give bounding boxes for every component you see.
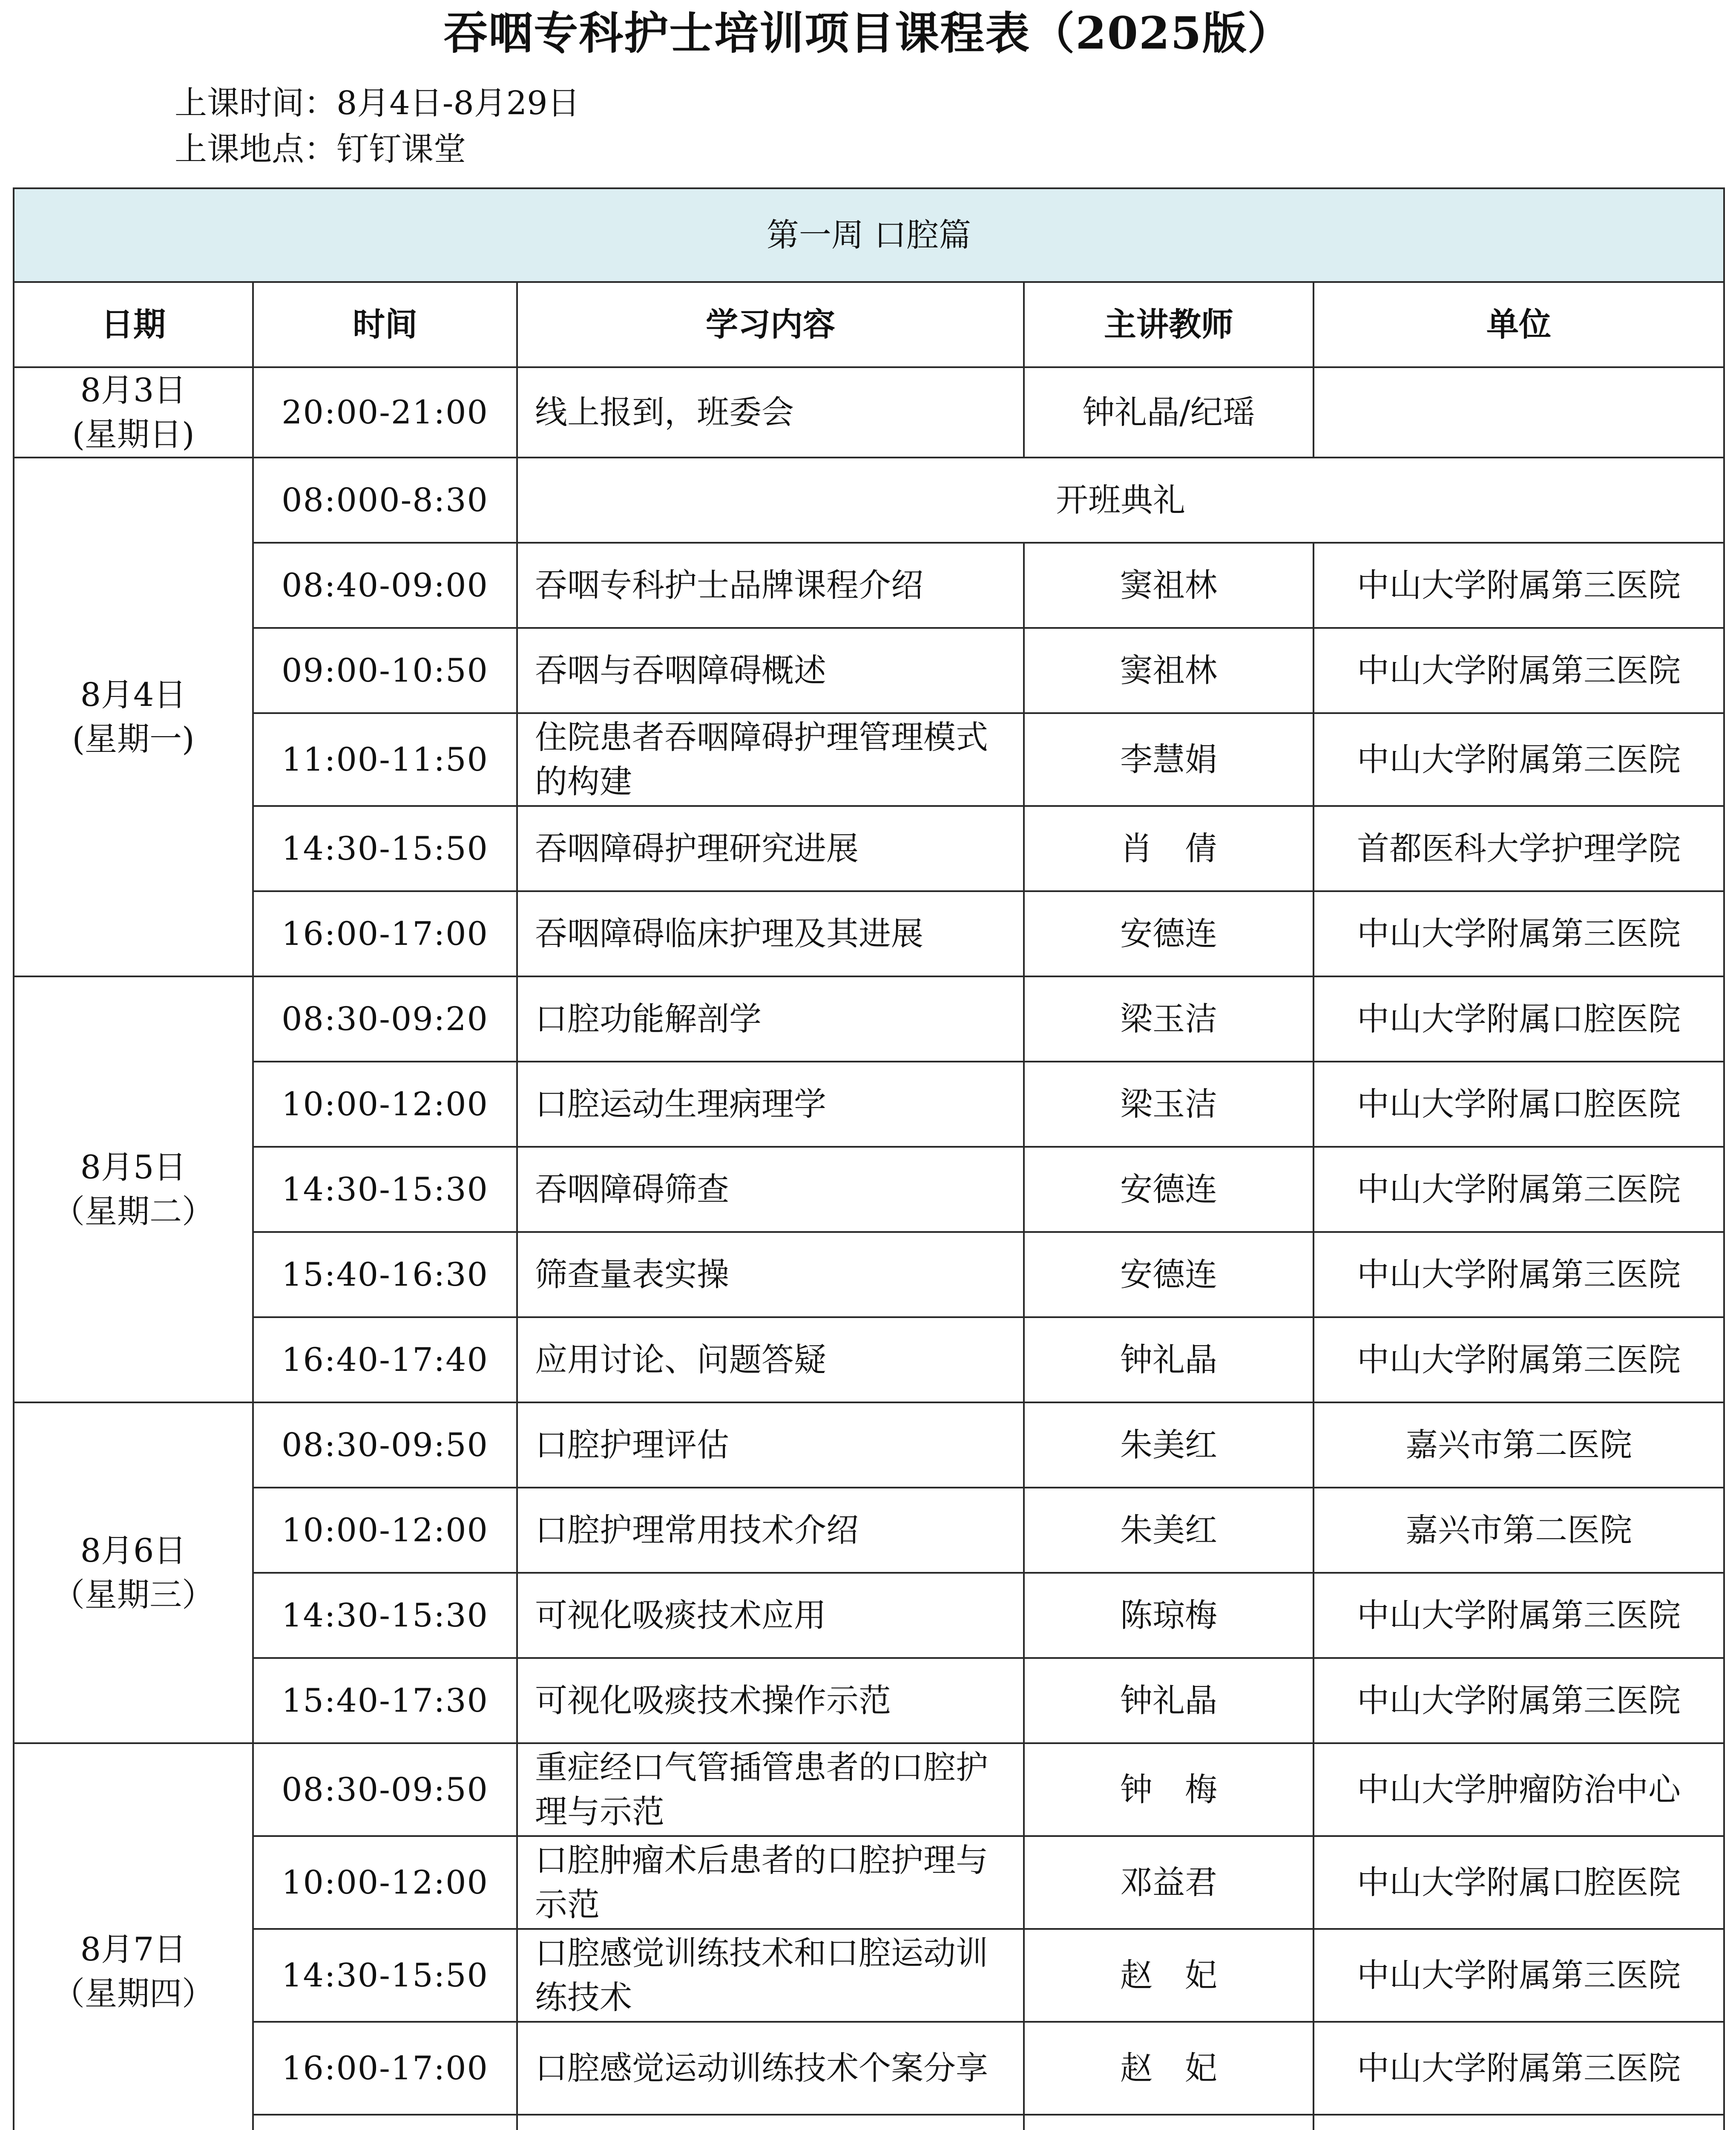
table-row — [14, 2115, 1724, 2130]
unit-cell: 中山大学附属第三医院 — [1313, 628, 1724, 713]
teacher-cell: 肖 倩 — [1024, 806, 1313, 891]
unit-cell: 中山大学附属第三医院 — [1313, 891, 1724, 976]
date-label: 8月6日 — [80, 1531, 187, 1569]
column-header-unit: 单位 — [1313, 282, 1724, 367]
teacher-cell: 钟礼晶/纪瑶 — [1024, 367, 1313, 458]
table-row — [14, 458, 1724, 543]
date-cell — [14, 458, 253, 976]
teacher-cell: 安德连 — [1024, 1147, 1313, 1232]
column-header-time: 时间 — [253, 282, 517, 367]
unit-cell: 中山大学附属第三医院 — [1313, 1573, 1724, 1658]
content-cell: 口腔功能解剖学 — [517, 976, 1024, 1062]
teacher-cell: 钟 梅 — [1024, 1743, 1313, 1836]
column-header-row — [14, 282, 1724, 367]
unit-cell: 中山大学附属第三医院 — [1313, 713, 1724, 806]
time-cell: 16:40-17:40 — [253, 1317, 517, 1402]
content-cell: 可视化吸痰技术操作示范 — [517, 1658, 1024, 1743]
teacher-cell: 梁玉洁 — [1024, 976, 1313, 1062]
table-row — [14, 713, 1724, 806]
content-cell: 应用讨论、问题答疑 — [517, 1317, 1024, 1402]
table-row — [14, 1317, 1724, 1402]
content-cell — [517, 2115, 1024, 2130]
column-header-date: 日期 — [14, 282, 253, 367]
date-cell — [14, 1743, 253, 2130]
table-row — [14, 543, 1724, 628]
teacher-cell: 邓益君 — [1024, 1836, 1313, 1929]
teacher-cell: 赵 妃 — [1024, 2022, 1313, 2115]
teacher-cell: 李慧娟 — [1024, 713, 1313, 806]
teacher-cell — [1024, 2115, 1313, 2130]
content-cell: 吞咽障碍护理研究进展 — [517, 806, 1024, 891]
unit-cell: 首都医科大学护理学院 — [1313, 806, 1724, 891]
content-cell: 住院患者吞咽障碍护理管理模式的构建 — [517, 713, 1024, 806]
content-cell: 线上报到，班委会 — [517, 367, 1024, 458]
time-cell — [253, 2115, 517, 2130]
table-row — [14, 1743, 1724, 1836]
time-cell: 14:30-15:50 — [253, 1929, 517, 2022]
table-row — [14, 1062, 1724, 1147]
table-row — [14, 1573, 1724, 1658]
time-cell: 16:00-17:00 — [253, 2022, 517, 2115]
table-row — [14, 1658, 1724, 1743]
time-cell: 20:00-21:00 — [253, 367, 517, 458]
teacher-cell: 陈琼梅 — [1024, 1573, 1313, 1658]
schedule-table — [13, 187, 1725, 2130]
time-cell: 08:30-09:50 — [253, 1402, 517, 1488]
content-cell: 口腔肿瘤术后患者的口腔护理与示范 — [517, 1836, 1024, 1929]
time-cell: 14:30-15:50 — [253, 806, 517, 891]
teacher-cell: 安德连 — [1024, 891, 1313, 976]
time-cell: 08:40-09:00 — [253, 543, 517, 628]
week-title: 第一周 口腔篇 — [14, 188, 1724, 282]
time-cell: 15:40-17:30 — [253, 1658, 517, 1743]
unit-cell: 中山大学附属口腔医院 — [1313, 1836, 1724, 1929]
unit-cell: 中山大学附属口腔医院 — [1313, 976, 1724, 1062]
table-row — [14, 1232, 1724, 1317]
teacher-cell: 安德连 — [1024, 1232, 1313, 1317]
date-cell — [14, 976, 253, 1402]
column-header-teacher: 主讲教师 — [1024, 282, 1313, 367]
table-row — [14, 891, 1724, 976]
date-label: 8月7日 — [80, 1930, 187, 1968]
content-cell: 可视化吸痰技术应用 — [517, 1573, 1024, 1658]
teacher-cell: 钟礼晶 — [1024, 1317, 1313, 1402]
time-cell: 11:00-11:50 — [253, 713, 517, 806]
time-cell: 16:00-17:00 — [253, 891, 517, 976]
table-row — [14, 1402, 1724, 1488]
content-cell: 口腔护理常用技术介绍 — [517, 1488, 1024, 1573]
date-cell — [14, 367, 253, 458]
unit-cell: 中山大学肿瘤防治中心 — [1313, 1743, 1724, 1836]
content-cell: 口腔运动生理病理学 — [517, 1062, 1024, 1147]
time-cell: 10:00-12:00 — [253, 1062, 517, 1147]
weekday-label: (星期一) — [72, 720, 195, 758]
table-row — [14, 1929, 1724, 2022]
content-cell: 吞咽专科护士品牌课程介绍 — [517, 543, 1024, 628]
weekday-label: （星期三） — [52, 1576, 214, 1614]
unit-cell: 嘉兴市第二医院 — [1313, 1402, 1724, 1488]
weekday-label: （星期四） — [52, 1975, 214, 2012]
table-row — [14, 628, 1724, 713]
content-cell: 口腔感觉运动训练技术个案分享 — [517, 2022, 1024, 2115]
table-row — [14, 976, 1724, 1062]
content-cell: 口腔护理评估 — [517, 1402, 1024, 1488]
date-label: 8月3日 — [80, 371, 187, 409]
unit-cell: 中山大学附属第三医院 — [1313, 1929, 1724, 2022]
content-cell: 重症经口气管插管患者的口腔护理与示范 — [517, 1743, 1024, 1836]
ceremony-cell: 开班典礼 — [517, 458, 1724, 543]
table-row — [14, 2022, 1724, 2115]
content-cell: 吞咽与吞咽障碍概述 — [517, 628, 1024, 713]
content-cell: 吞咽障碍临床护理及其进展 — [517, 891, 1024, 976]
unit-cell: 中山大学附属口腔医院 — [1313, 1062, 1724, 1147]
unit-cell: 中山大学附属第三医院 — [1313, 1232, 1724, 1317]
time-cell: 10:00-12:00 — [253, 1836, 517, 1929]
time-cell: 14:30-15:30 — [253, 1573, 517, 1658]
unit-cell: 中山大学附属第三医院 — [1313, 1317, 1724, 1402]
page-title: 吞咽专科护士培训项目课程表（2025版） — [443, 7, 1293, 59]
unit-cell: 中山大学附属第三医院 — [1313, 543, 1724, 628]
time-cell: 14:30-15:30 — [253, 1147, 517, 1232]
content-cell: 吞咽障碍筛查 — [517, 1147, 1024, 1232]
table-row — [14, 367, 1724, 458]
weekday-label: (星期日) — [72, 415, 195, 453]
time-cell: 15:40-16:30 — [253, 1232, 517, 1317]
time-cell: 08:30-09:50 — [253, 1743, 517, 1836]
date-label: 8月4日 — [80, 676, 187, 714]
teacher-cell: 梁玉洁 — [1024, 1062, 1313, 1147]
unit-cell: 中山大学附属第三医院 — [1313, 2022, 1724, 2115]
unit-cell: 嘉兴市第二医院 — [1313, 1488, 1724, 1573]
teacher-cell: 朱美红 — [1024, 1488, 1313, 1573]
unit-cell — [1313, 2115, 1724, 2130]
teacher-cell: 钟礼晶 — [1024, 1658, 1313, 1743]
unit-cell — [1313, 367, 1724, 458]
table-row — [14, 1488, 1724, 1573]
table-row — [14, 1836, 1724, 1929]
table-row — [14, 1147, 1724, 1232]
teacher-cell: 窦祖林 — [1024, 543, 1313, 628]
time-cell: 08:30-09:20 — [253, 976, 517, 1062]
table-row — [14, 806, 1724, 891]
content-cell: 口腔感觉训练技术和口腔运动训练技术 — [517, 1929, 1024, 2022]
time-cell: 09:00-10:50 — [253, 628, 517, 713]
time-cell: 10:00-12:00 — [253, 1488, 517, 1573]
class-location: 上课地点：钉钉课堂 — [175, 130, 466, 168]
unit-cell: 中山大学附属第三医院 — [1313, 1658, 1724, 1743]
week-header-row — [14, 188, 1724, 282]
teacher-cell: 窦祖林 — [1024, 628, 1313, 713]
date-cell — [14, 1402, 253, 1743]
class-time: 上课时间：8月4日-8月29日 — [175, 84, 580, 122]
weekday-label: （星期二） — [52, 1192, 214, 1230]
teacher-cell: 赵 妃 — [1024, 1929, 1313, 2022]
unit-cell: 中山大学附属第三医院 — [1313, 1147, 1724, 1232]
time-cell: 08:000-8:30 — [253, 458, 517, 543]
date-label: 8月5日 — [80, 1148, 187, 1186]
content-cell: 筛查量表实操 — [517, 1232, 1024, 1317]
teacher-cell: 朱美红 — [1024, 1402, 1313, 1488]
column-header-content: 学习内容 — [517, 282, 1024, 367]
